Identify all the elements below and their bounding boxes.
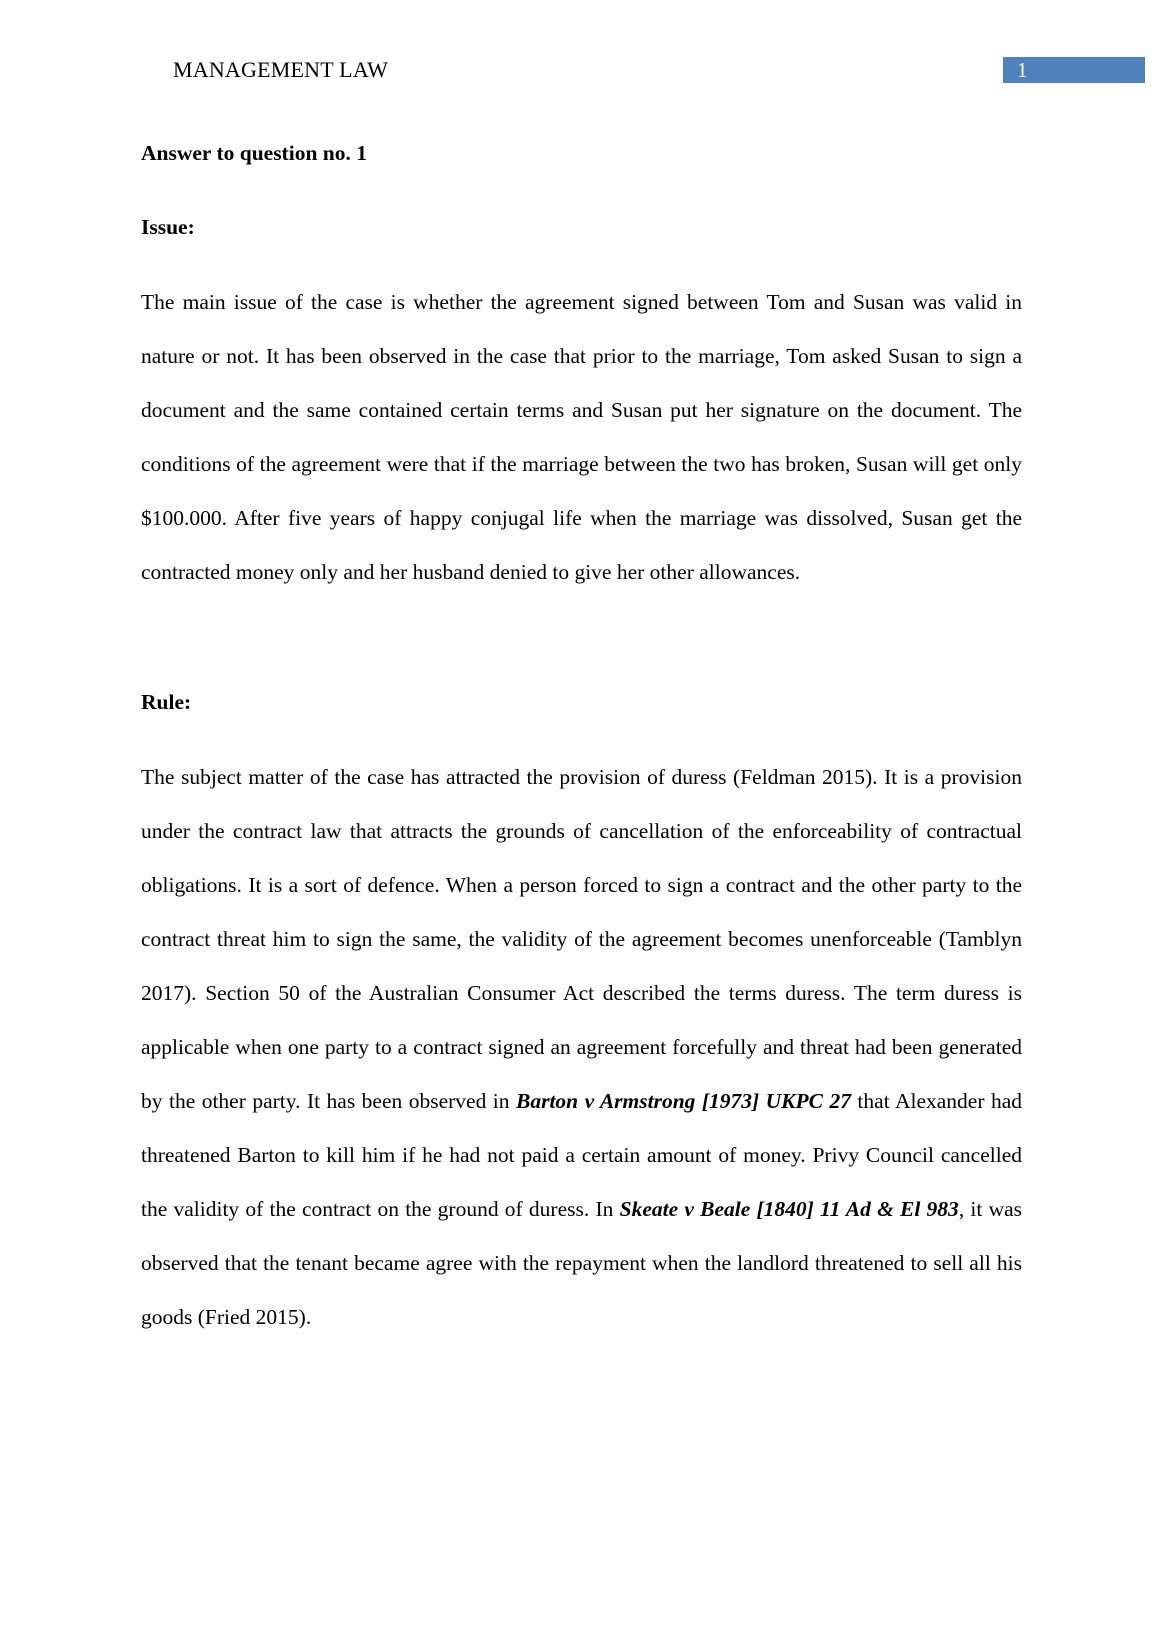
rule-text-part2: that Alexander had threatened Barton to kill him if he had not paid a certain amount of money. Privy Council cancelled the validity of the contract on the ground of duress. In: [141, 1089, 1022, 1221]
rule-text-part1: The subject matter of the case has attracted the provision of duress (Feldman 2015). It is a provision under the contract law that attracts the grounds of cancellation of the enforceability of contractual obligations. It is a sort of defence. When a person forced to sign a contract and the other party to the contract threat him to sign the same, the validity of the agreement becomes unenforceable (Tamblyn 2017). Section 50 of the Australian Consumer Act described the terms duress. The term duress is applicable when one party to a contract signed an agreement forcefully and threat had been generated by the other party. It has been observed in: [141, 765, 1022, 1113]
issue-paragraph: The main issue of the case is whether the agreement signed between Tom and Susan was valid in nature or not. It has been observed in the case that prior to the marriage, Tom asked Susan to sign a document and the same contained certain terms and Susan put her signature on the document. The conditions of the agreement were that if the marriage between the two has broken, Susan will get only $100.000. After five years of happy conjugal life when the marriage was dissolved, Susan get the contracted money only and her husband denied to give her other allowances.: [141, 290, 1022, 584]
page-number: 1: [1017, 58, 1028, 82]
rule-heading: Rule:: [141, 690, 192, 714]
rule-paragraph: [141, 750, 1022, 1344]
issue-heading: Issue:: [141, 215, 195, 239]
rule-text-part3: , it was observed that the tenant became agree with the repayment when the landlord threatened to sell all his goods (Fried 2015).: [141, 1197, 1023, 1329]
case-citation-barton: Barton v Armstrong [1973] UKPC 27: [516, 1089, 851, 1113]
running-header-title: MANAGEMENT LAW: [173, 57, 389, 82]
page-number-box: [1003, 57, 1145, 83]
case-citation-skeate: Skeate v Beale [1840] 11 Ad & El 983: [619, 1197, 959, 1221]
answer-heading: Answer to question no. 1: [141, 141, 367, 165]
